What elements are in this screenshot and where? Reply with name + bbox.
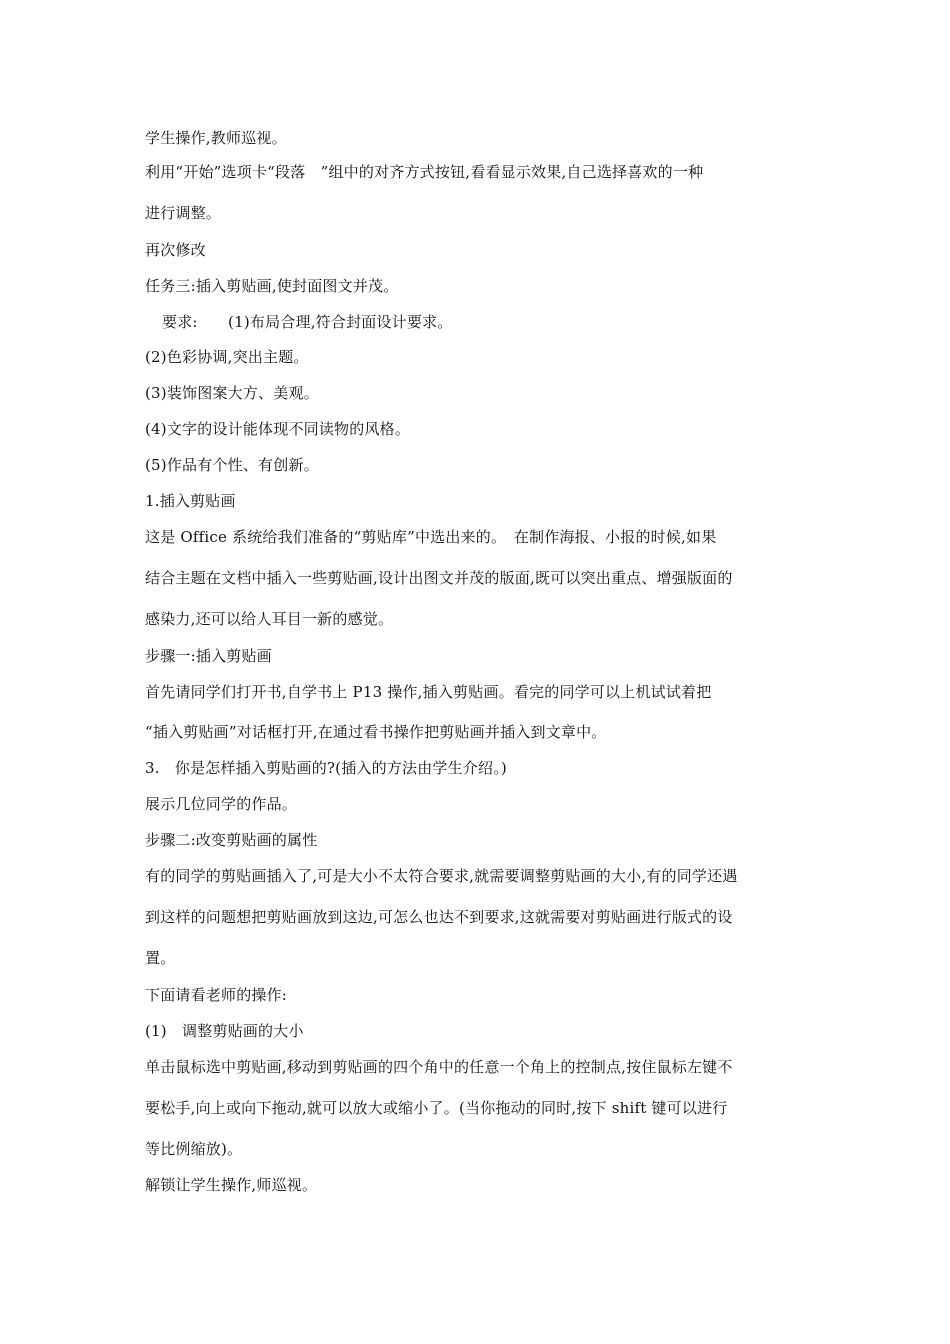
paragraph-line: 进行调整。 [145,204,222,222]
question-line: 3. 你是怎样插入剪贴画的?(插入的方法由学生介绍。) [145,759,507,777]
paragraph-line: 要松手,向上或向下拖动,就可以放大或缩小了。(当你拖动的同时,按下 shift 键可以进行 [145,1099,728,1117]
step-heading: 步骤一:插入剪贴画 [145,647,272,665]
section-heading: 再次修改 [145,241,206,259]
paragraph-line: 利用“开始”选项卡“段落 ”组中的对齐方式按钮,看看显示效果,自己选择喜欢的一种 [145,163,704,181]
requirement-line: (2)色彩协调,突出主题。 [145,348,309,366]
paragraph-line: 首先请同学们打开书,自学书上 P13 操作,插入剪贴画。看完的同学可以上机试试着把 [145,683,712,701]
paragraph-line: 有的同学的剪贴画插入了,可是大小不太符合要求,就需要调整剪贴画的大小,有的同学还遇 [145,867,738,885]
section-heading: 1.插入剪贴画 [145,492,236,510]
requirement-line: (3)装饰图案大方、美观。 [145,384,319,402]
paragraph-line: 展示几位同学的作品。 [145,795,298,813]
paragraph-line: 解锁让学生操作,师巡视。 [145,1176,318,1194]
paragraph-line: 感染力,还可以给人耳目一新的感觉。 [145,610,394,628]
paragraph-line: 等比例缩放)。 [145,1140,243,1158]
paragraph-line: 下面请看老师的操作: [145,986,288,1004]
paragraph-line: 置。 [145,949,176,967]
requirement-line: (5)作品有个性、有创新。 [145,456,319,474]
requirement-line: (4)文字的设计能体现不同读物的风格。 [145,420,411,438]
paragraph-line: 这是 Office 系统给我们准备的“剪贴库”中选出来的。 在制作海报、小报的时候,如果 [145,528,717,546]
paragraph-line: 单击鼠标选中剪贴画,移动到剪贴画的四个角中的任意一个角上的控制点,按住鼠标左键不 [145,1058,733,1076]
paragraph-line: 到这样的问题想把剪贴画放到这边,可怎么也达不到要求,这就需要对剪贴画进行版式的设 [145,908,733,926]
step-heading: 步骤二:改变剪贴画的属性 [145,831,318,849]
paragraph-line: 结合主题在文档中插入一些剪贴画,设计出图文并茂的版面,既可以突出重点、增强版面的 [145,569,733,587]
paragraph-line: “插入剪贴画”对话框打开,在通过看书操作把剪贴画并插入到文章中。 [145,723,607,741]
paragraph-line: 学生操作,教师巡视。 [145,129,287,147]
task-heading: 任务三:插入剪贴画,使封面图文并茂。 [145,277,399,295]
requirement-line: 要求: (1)布局合理,符合封面设计要求。 [162,313,453,331]
subsection-heading: (1) 调整剪贴画的大小 [145,1022,304,1040]
